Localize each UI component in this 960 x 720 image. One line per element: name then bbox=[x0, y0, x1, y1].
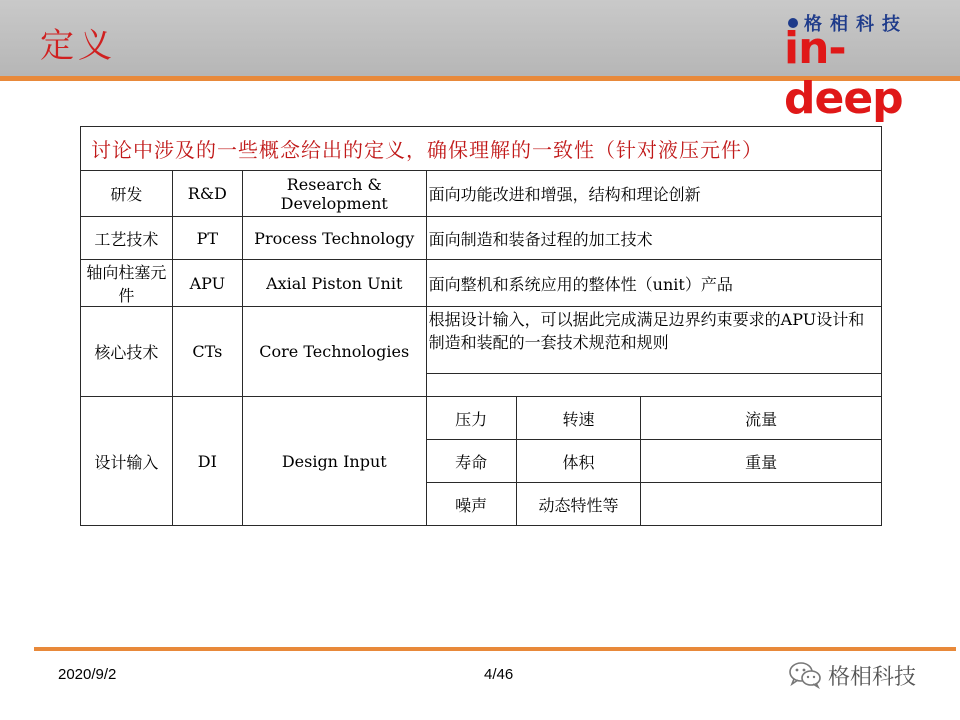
input-cell: 寿命 bbox=[426, 440, 516, 483]
wechat-icon bbox=[788, 661, 822, 689]
term-cell: 轴向柱塞元件 bbox=[81, 260, 173, 307]
input-cell bbox=[641, 483, 882, 526]
english-cell: Research & Development bbox=[242, 171, 426, 217]
table-row bbox=[81, 217, 882, 260]
input-cell: 重量 bbox=[641, 440, 882, 483]
input-cell: 体积 bbox=[516, 440, 641, 483]
page-number: 4/46 bbox=[484, 666, 514, 683]
definition-cell: 根据设计输入，可以据此完成满足边界约束要求的APU设计和制造和装配的一套技术规范和规则 bbox=[426, 307, 881, 374]
abbr-cell: CTs bbox=[172, 307, 242, 397]
footer-date: 2020/9/2 bbox=[58, 666, 117, 683]
input-cell: 压力 bbox=[426, 397, 516, 440]
table-row bbox=[81, 171, 882, 217]
abbr-cell: DI bbox=[172, 397, 242, 526]
brand-label: 格相科技 bbox=[828, 664, 917, 690]
input-cell: 噪声 bbox=[426, 483, 516, 526]
english-cell: Axial Piston Unit bbox=[242, 260, 426, 307]
term-cell: 设计输入 bbox=[81, 397, 173, 526]
definition-cell: 面向制造和装备过程的加工技术 bbox=[426, 217, 881, 260]
english-cell: Process Technology bbox=[242, 217, 426, 260]
term-cell: 工艺技术 bbox=[81, 217, 173, 260]
logo-english: in-deep bbox=[784, 23, 903, 124]
definition-table bbox=[80, 126, 882, 526]
table-row bbox=[81, 307, 882, 374]
table-row bbox=[81, 260, 882, 307]
logo-chinese: 格相科技 bbox=[804, 14, 908, 35]
table-caption: 讨论中涉及的一些概念给出的定义，确保理解的一致性（针对液压元件） bbox=[81, 127, 882, 171]
english-cell: Design Input bbox=[242, 397, 426, 526]
english-cell: Core Technologies bbox=[242, 307, 426, 397]
abbr-cell: APU bbox=[172, 260, 242, 307]
abbr-cell: R&D bbox=[172, 171, 242, 217]
table-row bbox=[81, 397, 882, 440]
abbr-cell: PT bbox=[172, 217, 242, 260]
definition-cell: 面向功能改进和增强，结构和理论创新 bbox=[426, 171, 881, 217]
footer-brand bbox=[788, 660, 916, 690]
input-cell: 转速 bbox=[516, 397, 641, 440]
input-cell: 动态特性等 bbox=[516, 483, 641, 526]
empty-cell bbox=[426, 374, 881, 397]
term-cell: 研发 bbox=[81, 171, 173, 217]
slide-title: 定义 bbox=[40, 26, 116, 66]
footer-divider bbox=[34, 647, 956, 651]
definition-cell: 面向整机和系统应用的整体性（unit）产品 bbox=[426, 260, 881, 307]
term-cell: 核心技术 bbox=[81, 307, 173, 397]
input-cell: 流量 bbox=[641, 397, 882, 440]
